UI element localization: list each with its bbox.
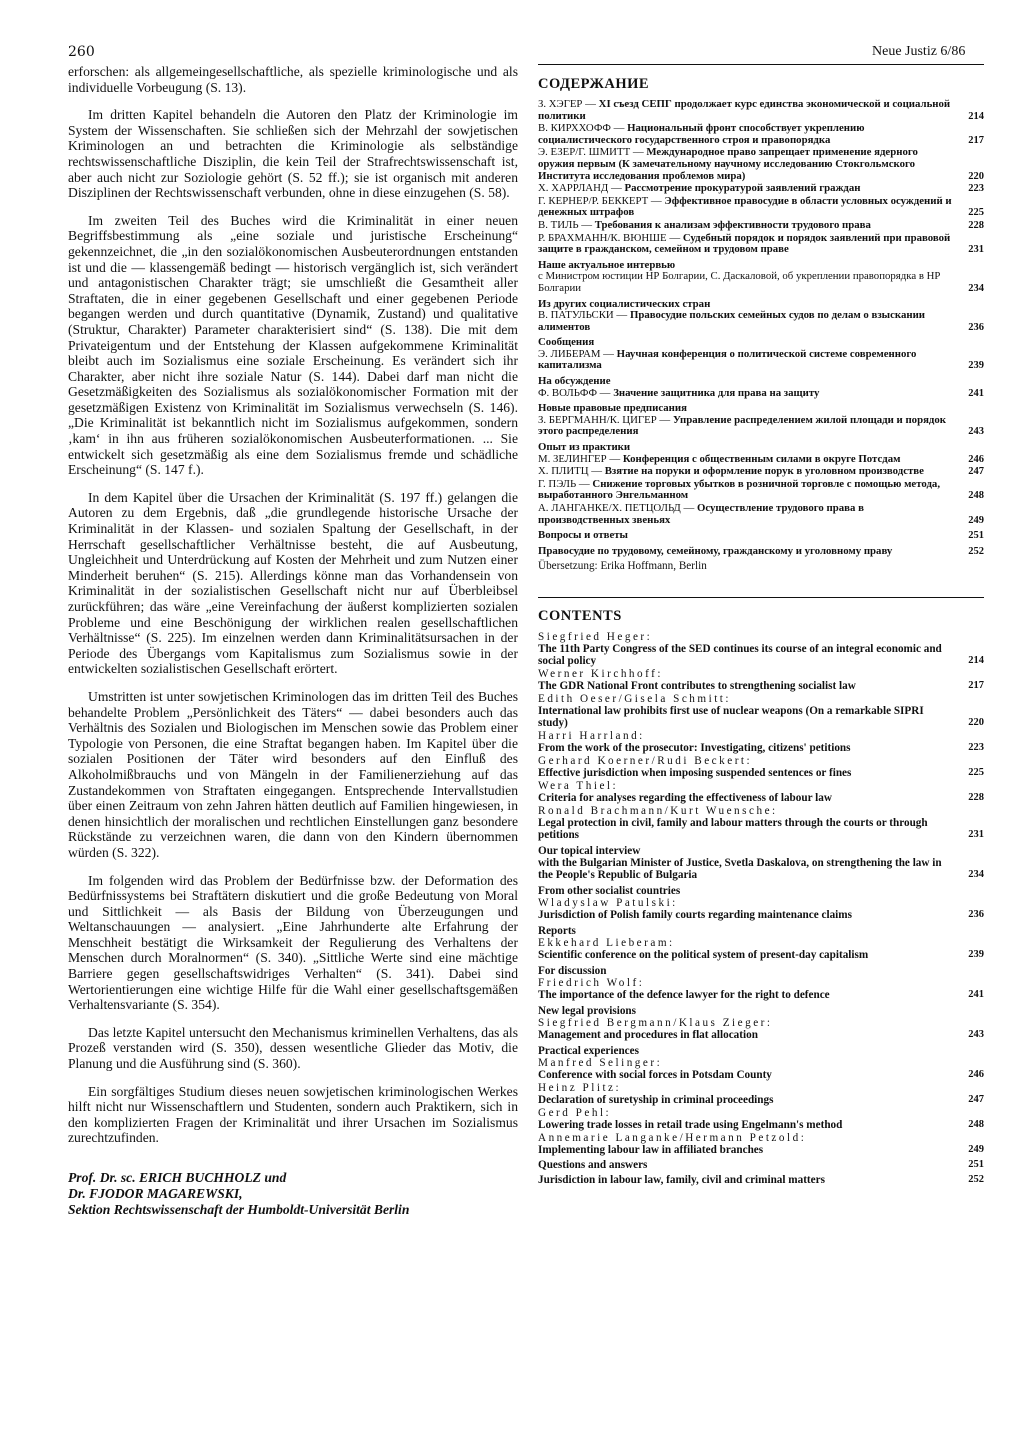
toc-author: Werner Kirchhoff: [538,667,663,680]
english-contents-heading: CONTENTS [538,607,622,624]
toc-title: Конференция с общественным силами в округе Потсдам [622,452,901,465]
toc-title: Осуществление трудового права в производственных звеньях [538,502,864,526]
toc-title: Требования к анализам эффективности трудового права [594,218,871,231]
toc-entry[interactable] [538,977,984,1001]
toc-author: Harri Harrland: [538,729,645,742]
page-number: 260 [68,44,95,60]
toc-author: Ф. ВОЛЬФФ [538,386,597,399]
toc-author: Х. ХАРРЛАНД [538,182,609,195]
toc-entry[interactable] [538,1174,984,1186]
toc-author: Gerhard Koerner/Rudi Beckert: [538,754,753,767]
toc-entry[interactable] [538,1132,984,1156]
paragraph: Im zweiten Teil des Buches wird die Kriminalität in einer neuen Begriffsbestimmung als „eine soziale und juristische Erscheinung“ gekennzeichnet, die „in den sozialökonomischen Ausbeuterordnungen entstanden ist und die — klassengemäß bedingt — historisch vergänglich ist, sich verändert und antagonistischen Charakter trägt; sie umschließt die Gesamtheit aller Straftaten, die in einer gegebenen Gesellschaft und einer gegebenen Periode begangen werden und durch quantitative (Dynamik, Zustand) und qualitative (Struktur, Charakter) Parameter charakterisiert sind“ (S. 138). Die mit dem Privateigentum und der Entstehung der Klassen aufgekommene Kriminalität bleibt auch im Sozialismus eine soziale Erscheinung. Es verändert sich ihr Charakter, aber nicht ihre soziale Natur (S. 144). Dabei darf man nicht die Gesetzmäßigkeiten des Sozialismus als sozialökonomischer Formation mit der gesetzmäßigen Existenz von Kriminalität im Sozialismus verwechseln (S. 146). „Die Kriminalität ist bekanntlich nicht im Sozialismus aufgekommen, sondern ‚kam‘ in ihn aus früheren sozialökonomischen Ausbeuterformationen. ... Sie entwickelt sich gesetzmäßig als eine dem Sozialismus fremde und schädliche Erscheinung“ (S. 147 f.). [68,212,518,478]
toc-author: Э. ЕЗЕР/Г. ШМИТТ [538,146,631,159]
toc-entry[interactable] [538,1159,984,1171]
toc-rubric: Practical experiences [538,1044,639,1057]
toc-title: Jurisdiction in labour law, family, civil and criminal matters [538,1173,825,1186]
toc-page: 228 [968,219,984,231]
toc-entry[interactable]: В. ТИЛЬ — Требования к анализам эффективности трудового права 228 [538,218,984,231]
toc-title: Снижение торговых убытков в розничной торговле с помощью метода, выработанного Энгельманном [538,477,941,502]
toc-page: 225 [968,766,984,778]
toc-page: 239 [968,360,984,372]
russian-contents-heading: СОДЕРЖАНИЕ [538,76,650,92]
toc-author: З. БЕРГМАНН/К. ЦИГЕР [538,413,657,426]
toc-title: Implementing labour law in affiliated branches [538,1143,764,1156]
toc-title: Management and procedures in flat allocation [538,1028,758,1041]
toc-rubric: Сообщения [538,336,595,349]
toc-page: 248 [968,490,984,502]
toc-entry[interactable]: З. ХЭГЕР — XI съезд СЕПГ продолжает курс единства экономической и социальной политики 214 [538,98,984,122]
toc-page: 241 [968,387,984,399]
toc-rubric: Our topical interview [538,844,641,857]
article-column [68,64,518,1218]
toc-entry[interactable]: Э. ЛИБЕРАМ — Научная конференция о политической системе современного капитализма 239 [538,347,984,372]
toc-entry[interactable]: Э. ЕЗЕР/Г. ШМИТТ — Международное право запрещает применение ядерного оружия первым (К замечательному научному исследованию Стокгольмского Института исследования проблемов мира) 220 [538,146,984,182]
toc-entry[interactable]: В. ПАТУЛЬСКИ — Правосудие польских семейных судов по делам о взыскании алиментов 236 [538,309,984,333]
toc-title: Судебный порядок и порядок заявлений при правовой защите в гражданском, семейном и трудовом праве [538,231,951,256]
toc-page: 243 [968,1028,984,1040]
toc-page: 251 [968,1158,984,1170]
toc-entry[interactable] [538,755,984,779]
toc-entry[interactable] [538,668,984,692]
toc-page: 225 [968,207,984,219]
toc-title: Lowering trade losses in retail trade using Engelmann's method [538,1118,843,1131]
paragraph: In dem Kapitel über die Ursachen der Kriminalität (S. 197 ff.) gelangen die Autoren zu dem Ergebnis, daß „die grundlegende historische Ursache der Kriminalität in der Klassen- und sozialen Spaltung der Gesellschaft, in der Herrschaft gesellschaftlicher Verhältnisse besteht, die auf Ausbeutung, Ungleichheit und Unterdrückung auf Kosten der Mehrheit und zum Nutzen einer Minderheit beruhen“ (S. 215). Allerdings könne man das Vorhandensein von Kriminalität in der sozialistischen Gesellschaft nicht nur auf Überbleibsel zurückführen; das wäre „eine Vereinfachung der äußerst komplizierten sozialen Probleme und eine Beschönigung der wirklichen realen gesellschaftlichen Verhältnisse“ (S. 225). Im einzelnen werden dann Kriminalitätsursachen in der Periode des Übergangs vom Kapitalismus zum Sozialismus sowie in der entwickelten sozialistischen Gesellschaft erörtert. [68,489,518,677]
signature-line: Sektion Rechtswissenschaft der Humboldt-Universität Berlin [68,1202,410,1217]
toc-title: Scientific conference on the political system of present-day capitalism [538,948,869,961]
toc-author: Р. БРАХМАНН/К. ВЮНШЕ [538,231,667,244]
toc-entry[interactable]: М. ЗЕЛИНГЕР — Конференция с общественным силами в округе Потсдам 246 [538,452,984,465]
toc-title: Рассмотрение прокуратурой заявлений граждан [624,182,861,195]
toc-title: Вопросы и ответы [538,529,628,542]
toc-entry[interactable] [538,1107,984,1131]
toc-entry[interactable]: А. ЛАНГАНКЕ/Х. ПЕТЦОЛЬД — Осуществление трудового права в производственных звеньях 249 [538,502,984,526]
toc-page: 239 [968,948,984,960]
journal-title: Neue Justiz 6/86 [872,44,966,59]
toc-entry[interactable]: Р. БРАХМАНН/К. ВЮНШЕ — Судебный порядок и порядок заявлений при правовой защите в гражданском, семейном и трудовом праве 231 [538,231,984,256]
toc-title: Jurisdiction of Polish family courts regarding maintenance claims [538,908,852,921]
toc-page: 214 [968,110,984,122]
toc-page: 249 [968,514,984,526]
toc-entry[interactable] [538,1017,984,1041]
toc-author: А. ЛАНГАНКЕ/Х. ПЕТЦОЛЬД [538,502,681,514]
toc-page: 214 [968,654,984,666]
toc-page: 217 [968,679,984,691]
toc-author: Siegfried Heger: [538,630,653,643]
toc-title: Правосудие по трудовому, семейному, гражданскому и уголовному праву [538,544,893,557]
toc-title: XI съезд СЕПГ продолжает курс единства экономической и социальной политики [538,98,951,122]
toc-title: Conference with social forces in Potsdam County [538,1068,772,1081]
toc-entry[interactable] [538,271,984,294]
toc-author: Friedrich Wolf: [538,976,645,989]
toc-author: Heinz Plitz: [538,1081,622,1094]
toc-entry[interactable]: Х. ПЛИТЦ — Взятие на поруки и оформление порук в уголовном производстве 247 [538,465,984,478]
toc-page: 231 [968,244,984,256]
toc-rubric: Новые правовые предписания [538,402,687,415]
toc-author: М. ЗЕЛИНГЕР [538,452,607,465]
toc-author: Edith Oeser/Gisela Schmitt: [538,692,732,705]
paragraph: Im folgenden wird das Problem der Bedürfnisse bzw. der Deformation des Bedürfnissystems bei Straftätern diskutiert und die große Bedeutung von Moral und Sittlichkeit — als Basis der Bildung von Überzeugungen und Weltanschauungen — analysiert. „Eine Jahrhunderte alte Erfahrung der Menschheit bestätigt die Wirksamkeit der Regulierung des Verhaltens der Menschen durch Moralnormen“ (S. 340). „Sittliche Werte sind eine mächtige Barriere gegen gesellschaftswidriges Verhalten“ (S. 341). Dabei sind Wertorientierungen eine wichtige Hilfe für die Wahl einer gesellschaftsgemäßen Verhaltensvariante (S. 354). [68,872,518,1013]
toc-title: с Министром юстиции НР Болгарии, С. Даскаловой, об укреплении правопорядка в НР Болгарии [538,270,941,294]
toc-author: Г. КЕРНЕР/Р. БЕККЕРТ [538,194,649,207]
paragraph: Umstritten ist unter sowjetischen Kriminologen das im dritten Teil des Buches behandelte Problem „Persönlichkeit des Täters“ — dabei besonders auch das Verhältnis des Sozialen und Biologischen im Menschen sowie das Problem einer Typologie von Personen, die eine Straftat begangen haben. Im Kapitel über die sozialen Positionen der Täter wird besonders auf den Einfluß des Alkoholmißbrauchs und von Mängeln in der Familienerziehung auf das Zustandekommen von Straftaten eingegangen. Entsprechende Intervallstudien über einen Zeitraum von zehn Jahren hätten deutlich auf Familien hingewiesen, in denen hinsichtlich der moralischen und rechtlichen Einstellungen ganz besondere Rückstände zu verzeichnen waren, die dann von den Kindern übernommen würden (S. 322). [68,688,518,860]
toc-page: 241 [968,988,984,1000]
paragraph: erforschen: als allgemeingesellschaftliche, als spezielle kriminologische und als individuelle Vorbeugung (S. 13). [68,64,518,95]
toc-page: 223 [968,183,984,195]
toc-title: with the Bulgarian Minister of Justice, Svetla Daskalova, on strengthening the law in the People's Republic of Bulgaria [538,856,942,881]
toc-author: Ronald Brachmann/Kurt Wuensche: [538,804,778,817]
contents-column [538,76,984,1187]
paragraph: Das letzte Kapitel untersucht den Mechanismus kriminellen Verhaltens, das als Prozeß verstanden wird (S. 350), dessen wesentliche Glieder das Motiv, die Planung und die Ausführung sind (S. 360). [68,1024,518,1072]
toc-author: Gerd Pehl: [538,1106,612,1119]
toc-author: Э. ЛИБЕРАМ [538,347,601,360]
toc-entry[interactable] [538,730,984,754]
toc-page: 248 [968,1118,984,1130]
toc-author: Х. ПЛИТЦ [538,465,589,478]
toc-title: Взятие на поруки и оформление порук в уголовном производстве [604,465,924,478]
toc-entry[interactable] [538,546,984,558]
toc-title: Questions and answers [538,1158,648,1171]
signature-line: Prof. Dr. sc. ERICH BUCHHOLZ und [68,1170,287,1185]
toc-page: 234 [968,868,984,880]
toc-author: Wera Thiel: [538,779,619,792]
toc-author: Manfred Selinger: [538,1056,663,1069]
toc-page: 231 [968,828,984,840]
toc-entry[interactable]: Г. КЕРНЕР/Р. БЕККЕРТ — Эффективное правосудие в области условных осуждений и денежных штрафов 225 [538,194,984,219]
toc-rubric: Reports [538,924,576,937]
toc-author: В. ПАТУЛЬСКИ [538,309,614,322]
toc-page: 234 [968,282,984,294]
toc-author: Annemarie Langanke/Hermann Petzold: [538,1131,807,1144]
toc-author: З. ХЭГЕР [538,98,583,110]
toc-rubric: New legal provisions [538,1004,636,1017]
toc-title: Международное право запрещает применение ядерного оружия первым (К замечательному научному исследованию Стокгольмского Института исследования проблемов мира) [538,146,918,182]
toc-title: Legal protection in civil, family and labour matters through the courts or through petitions [538,816,928,841]
toc-title: From the work of the prosecutor: Investigating, citizens' petitions [538,741,851,754]
paragraph: Ein sorgfältiges Studium dieses neuen sowjetischen kriminologischen Werkes hilft nicht nur Wissenschaftlern und Studenten, sondern auch Praktikern, sich in den komplizierten Fragen der Kriminalität und ihrer Ursachen im Sozialismus zurechtzufinden. [68,1083,518,1146]
toc-rubric: Из других социалистических стран [538,297,711,310]
header-rule [538,64,984,65]
toc-entry[interactable] [538,530,984,542]
toc-entry[interactable] [538,897,984,921]
toc-rubric: Опыт из практики [538,441,631,454]
toc-rubric: Наше актуальное интервью [538,258,676,271]
toc-page: 249 [968,1143,984,1155]
toc-entry[interactable] [538,857,984,881]
toc-page: 247 [968,1093,984,1105]
toc-author: Г. ПЭЛЬ [538,477,577,490]
toc-title: Значение защитника для права на защиту [613,386,820,399]
toc-rubric: For discussion [538,964,607,977]
toc-page: 228 [968,791,984,803]
toc-title: Правосудие польских семейных судов по делам о взыскании алиментов [538,309,926,333]
toc-page: 246 [968,1068,984,1080]
toc-title: The importance of the defence lawyer for the right to defence [538,988,830,1001]
paragraph: Im dritten Kapitel behandeln die Autoren den Platz der Kriminologie im System der Wissenschaften. Sie schließen sich der Mehrzahl der sowjetischen Kriminologen an und betrachten die Kriminologie als selbständige rechtswissenschaftliche Disziplin, die kein Teil der Strafrechtswissenschaft ist, aber auch nicht zur Soziologie gehört (S. 52 ff.); sie ist organisch mit anderen Disziplinen der Rechtswissenschaft verbunden, ohne in diese einzugehen (S. 58). [68,107,518,201]
toc-page: 220 [968,170,984,182]
toc-title: The GDR National Front contributes to strengthening socialist law [538,679,856,692]
toc-title: Criteria for analyses regarding the effectiveness of labour law [538,791,832,804]
toc-page: 236 [968,321,984,333]
toc-author: Ekkehard Lieberam: [538,936,675,949]
toc-rubric: From other socialist countries [538,884,681,897]
toc-page: 247 [968,466,984,478]
toc-title: International law prohibits first use of nuclear weapons (On a remarkable SIPRI study) [538,704,924,729]
toc-entry[interactable]: В. КИРХХОФФ — Национальный фронт способствует укреплению социалистического государственного строя и правопорядка 217 [538,122,984,146]
toc-title: Управление распределением жилой площади и порядок этого распределения [538,413,946,438]
toc-entry[interactable] [538,1057,984,1081]
author-signature [68,1170,518,1218]
section-divider [538,597,984,598]
toc-title: Declaration of suretyship in criminal proceedings [538,1093,774,1106]
toc-entry[interactable] [538,631,984,667]
toc-title: Effective jurisdiction when imposing suspended sentences or fines [538,766,852,779]
toc-page: 246 [968,453,984,465]
toc-entry[interactable] [538,693,984,729]
toc-entry[interactable]: Х. ХАРРЛАНД — Рассмотрение прокуратурой заявлений граждан 223 [538,182,984,195]
toc-title: The 11th Party Congress of the SED continues its course of an integral economic and social policy [538,642,942,667]
toc-page: 252 [968,545,984,557]
russian-contents [538,99,984,573]
toc-title: Эффективное правосудие в области условных осуждений и денежных штрафов [538,194,952,219]
toc-entry[interactable]: Г. ПЭЛЬ — Снижение торговых убытков в розничной торговле с помощью метода, выработанного Энгельманном 248 [538,477,984,502]
toc-author: Siegfried Bergmann/Klaus Zieger: [538,1016,773,1029]
toc-page: 243 [968,426,984,438]
toc-rubric: На обсуждение [538,375,611,388]
toc-page: 220 [968,716,984,728]
toc-page: 223 [968,741,984,753]
toc-page: 251 [968,530,984,542]
toc-entry[interactable] [538,937,984,961]
toc-entry[interactable] [538,780,984,804]
toc-page: 217 [968,134,984,146]
toc-author: Wladyslaw Patulski: [538,896,678,909]
toc-page: 252 [968,1173,984,1185]
toc-title: Научная конференция о политической системе современного капитализма [538,347,917,372]
signature-line: Dr. FJODOR MAGAREWSKI, [68,1186,243,1201]
english-contents [538,631,984,1186]
toc-entry[interactable]: З. БЕРГМАНН/К. ЦИГЕР — Управление распределением жилой площади и порядок этого распределения 243 [538,413,984,438]
toc-title: Национальный фронт способствует укреплению социалистического государственного строя и правопорядка [538,122,865,146]
toc-entry[interactable] [538,805,984,841]
translator-credit: Übersetzung: Erika Hoffmann, Berlin [538,560,707,573]
toc-entry[interactable]: Ф. ВОЛЬФФ — Значение защитника для права на защиту 241 [538,386,984,399]
toc-author: В. ТИЛЬ [538,218,579,231]
toc-page: 236 [968,908,984,920]
toc-author: В. КИРХХОФФ [538,122,611,135]
toc-entry[interactable] [538,1082,984,1106]
